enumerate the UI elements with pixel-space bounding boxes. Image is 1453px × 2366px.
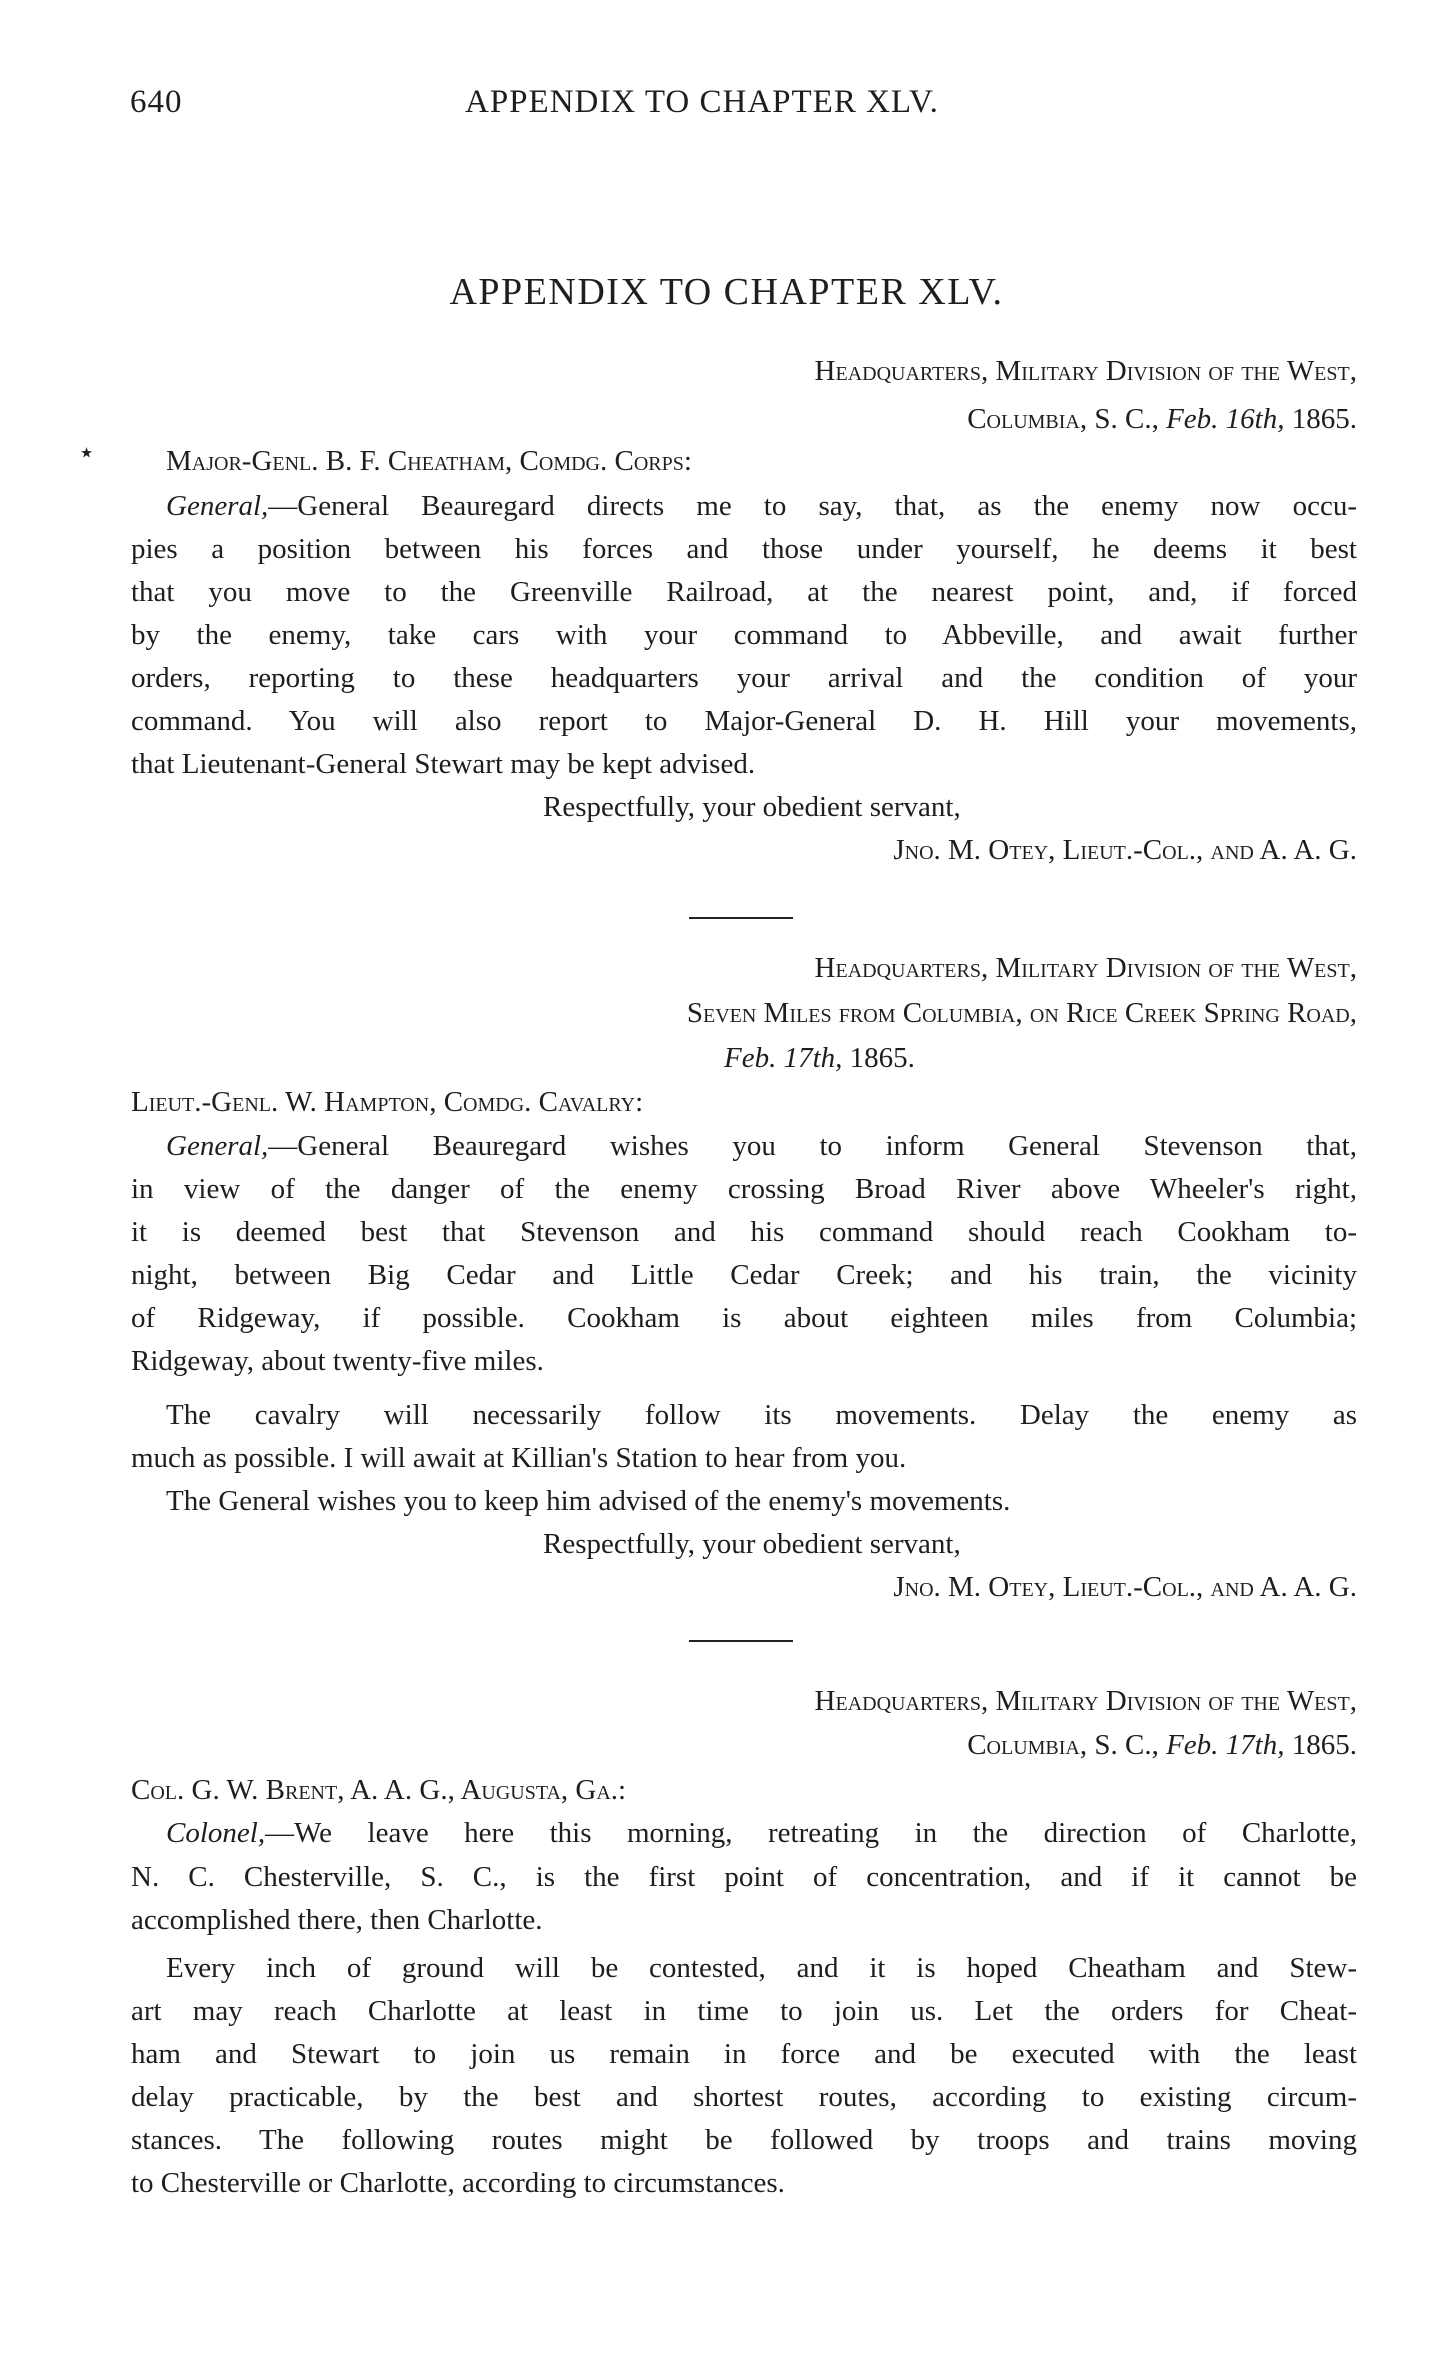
chapter-title: APPENDIX TO CHAPTER XLV.	[449, 271, 1004, 313]
letter-closing: Respectfully, your obedient servant,	[543, 1528, 961, 1560]
letter-line: ham and Stewart to join us remain in force and be executed with the least	[131, 2038, 1357, 2070]
running-head-title: APPENDIX TO CHAPTER XLV.	[465, 84, 939, 120]
letter-heading: Seven Miles from Columbia, on Rice Creek Spring Road,	[686, 997, 1357, 1029]
letter-line: of Ridgeway, if possible. Cookham is about eighteen miles from Columbia;	[131, 1302, 1357, 1334]
letter-line: orders, reporting to these headquarters your arrival and the condition of your	[131, 662, 1357, 694]
section-divider	[689, 1640, 793, 1642]
letter-salutation: General,	[166, 490, 269, 522]
letter-salutation: Colonel,	[166, 1817, 266, 1849]
letter-line	[166, 485, 1357, 527]
letter-signature: Jno. M. Otey, Lieut.-Col., and A. A. G.	[893, 834, 1357, 866]
letter-addressee: Major-Genl. B. F. Cheatham, Comdg. Corps:	[166, 445, 692, 477]
letter-line	[166, 1812, 1357, 1854]
letter-line	[166, 1125, 1357, 1167]
letter-year: 1865.	[1284, 1729, 1357, 1761]
letter-line: art may reach Charlotte at least in time to join us. Let the orders for Cheat-	[131, 1995, 1357, 2027]
letter-line: N. C. Chesterville, S. C., is the first point of concentration, and if it cannot be	[131, 1861, 1357, 1893]
letter-line: in view of the danger of the enemy crossing Broad River above Wheeler's right,	[131, 1173, 1357, 1205]
letter-line-text: —We leave here this morning, retreating in the direction of Charlotte,	[265, 1817, 1357, 1849]
letter-heading: Headquarters, Military Division of the West,	[814, 952, 1357, 984]
letter-place: Columbia, S. C.,	[967, 1729, 1167, 1761]
letter-line: delay practicable, by the best and shortest routes, according to existing circum-	[131, 2081, 1357, 2113]
letter-salutation: General,	[166, 1130, 269, 1162]
letter-line: Ridgeway, about twenty-five miles.	[131, 1345, 544, 1377]
letter-line-text: —General Beauregard directs me to say, that, as the enemy now occu-	[268, 490, 1357, 522]
letter-line: command. You will also report to Major-General D. H. Hill your movements,	[131, 705, 1357, 737]
letter-line: that Lieutenant-General Stewart may be kept advised.	[131, 748, 756, 780]
letter-line: night, between Big Cedar and Little Cedar Creek; and his train, the vicinity	[131, 1259, 1357, 1291]
letter-line: The General wishes you to keep him advised of the enemy's movements.	[166, 1485, 1011, 1517]
section-divider	[689, 917, 793, 919]
letter-line: to Chesterville or Charlotte, according to circumstances.	[131, 2167, 785, 2199]
letter-year: 1865.	[1284, 403, 1357, 435]
letter-year: 1865.	[842, 1042, 915, 1074]
letter-date: Feb. 17th,	[1166, 1729, 1285, 1761]
margin-mark: ٭	[80, 440, 94, 466]
letter-place-date	[967, 398, 1357, 440]
letter-date: Feb. 17th,	[724, 1042, 843, 1074]
letter-place: Columbia, S. C.,	[967, 403, 1167, 435]
letter-addressee: Lieut.-Genl. W. Hampton, Comdg. Cavalry:	[131, 1086, 644, 1118]
letter-line-text: —General Beauregard wishes you to inform General Stevenson that,	[268, 1130, 1357, 1162]
letter-line: accomplished there, then Charlotte.	[131, 1904, 543, 1936]
letter-heading: Headquarters, Military Division of the West,	[814, 355, 1357, 387]
letter-line: The cavalry will necessarily follow its movements. Delay the enemy as	[166, 1399, 1357, 1431]
letter-line: that you move to the Greenville Railroad, at the nearest point, and, if forced	[131, 576, 1357, 608]
letter-line: it is deemed best that Stevenson and his command should reach Cookham to-	[131, 1216, 1357, 1248]
letter-line: pies a position between his forces and those under yourself, he deems it best	[131, 533, 1357, 565]
letter-date: Feb. 16th,	[1166, 403, 1285, 435]
letter-line: much as possible. I will await at Killian's Station to hear from you.	[131, 1442, 907, 1474]
letter-line: stances. The following routes might be followed by troops and trains moving	[131, 2124, 1357, 2156]
page-number: 640	[130, 84, 183, 120]
letter-addressee: Col. G. W. Brent, A. A. G., Augusta, Ga.:	[131, 1774, 627, 1806]
letter-line: Every inch of ground will be contested, and it is hoped Cheatham and Stew-	[166, 1952, 1357, 1984]
letter-heading: Headquarters, Military Division of the West,	[814, 1685, 1357, 1717]
letter-place-date	[967, 1724, 1357, 1766]
letter-closing: Respectfully, your obedient servant,	[543, 791, 961, 823]
letter-line: by the enemy, take cars with your command to Abbeville, and await further	[131, 619, 1357, 651]
letter-signature: Jno. M. Otey, Lieut.-Col., and A. A. G.	[893, 1571, 1357, 1603]
letter-date-line	[724, 1037, 915, 1079]
